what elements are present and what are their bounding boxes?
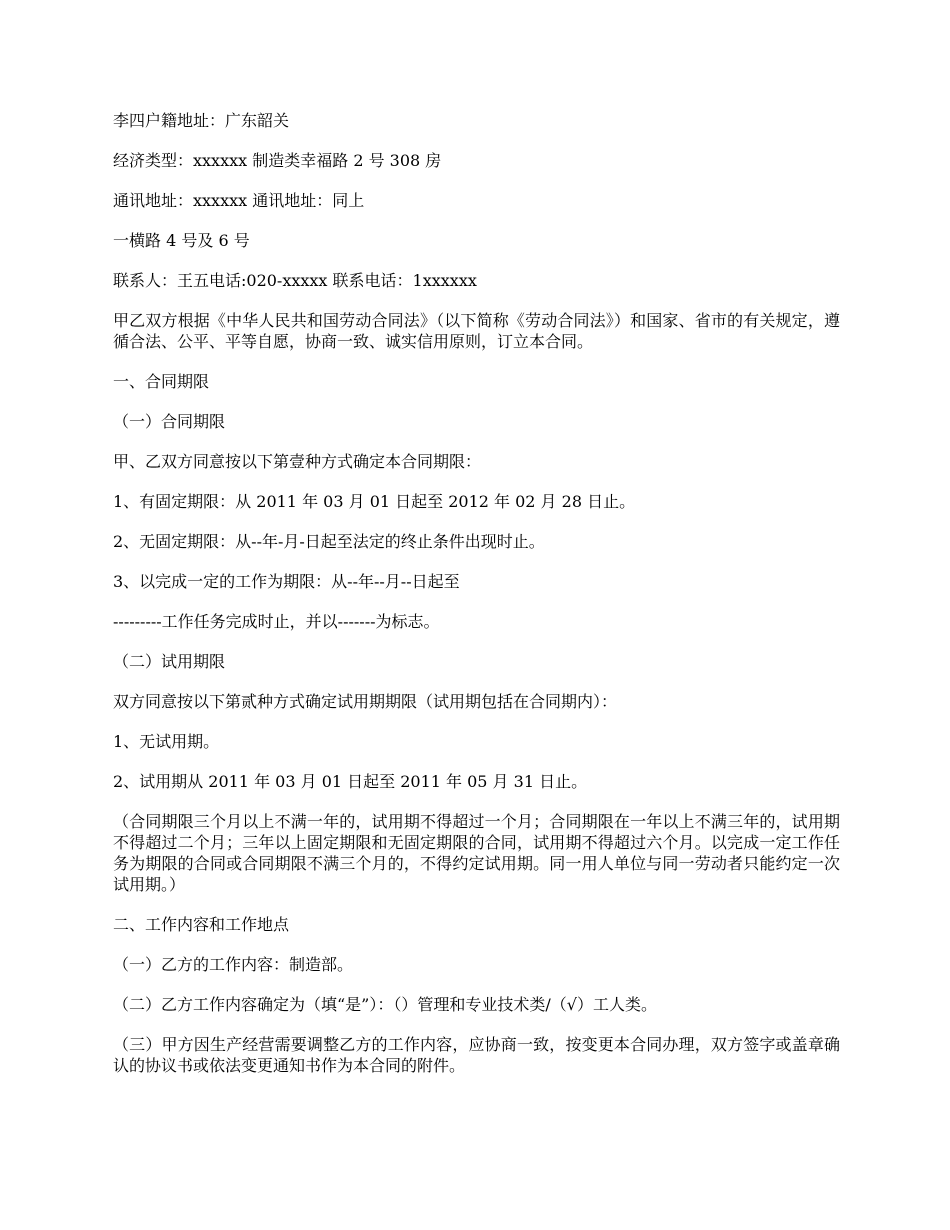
paragraph-term-method: 甲、乙双方同意按以下第壹种方式确定本合同期限：: [113, 452, 482, 471]
paragraph-economic-type: 经济类型：xxxxxx 制造类幸福路 2 号 308 房: [113, 151, 442, 170]
paragraph-mailing-address: 通讯地址：xxxxxx 通讯地址：同上: [113, 191, 365, 210]
list-item-no-probation: 1、无试用期。: [113, 732, 220, 751]
subsection-heading-probation: （二）试用期限: [113, 652, 226, 671]
paragraph-preamble: 甲乙双方根据《中华人民共和国劳动合同法》（以下简称《劳动合同法》）和国家、省市的有关规定，遵循合法、公平、平等自愿，协商一致、诚实信用原则，订立本合同。: [113, 311, 840, 351]
document-body: [113, 110, 840, 1095]
paragraph-probation-rules: （合同期限三个月以上不满一年的，试用期不得超过一个月；合同期限在一年以上不满三年的，试用期不得超过二个月；三年以上固定期限和无固定期限的合同，试用期不得超过六个月。以完成一定工作任务为期限的合同或合同期限不满三个月的，不得约定试用期。同一用人单位与同一劳动者只能约定一次试用期。）: [113, 812, 840, 894]
subsection-heading-contract-term: （一）合同期限: [113, 412, 226, 431]
paragraph-probation-method: 双方同意按以下第贰种方式确定试用期期限（试用期包括在合同期内）：: [113, 692, 618, 711]
list-item-fixed-term: 1、有固定期限：从 2011 年 03 月 01 日起至 2012 年 02 月 28 日止。: [113, 492, 636, 511]
section-heading-contract-term: 一、合同期限: [113, 372, 210, 391]
subsection-work-content: （一）乙方的工作内容：制造部。: [113, 955, 354, 974]
paragraph-task-completion: ---------工作任务完成时止，并以-------为标志。: [113, 612, 440, 631]
paragraph-contact: 联系人：王五电话:020-xxxxx 联系电话：1xxxxxx: [113, 271, 477, 290]
paragraph-residence-address: 李四户籍地址：广东韶关: [113, 111, 290, 130]
list-item-open-term: 2、无固定期限：从--年-月-日起至法定的终止条件出现时止。: [113, 532, 545, 551]
subsection-work-category: （二）乙方工作内容确定为（填“是”）：（）管理和专业技术类/（√）工人类。: [113, 995, 657, 1014]
subsection-work-adjustment: （三）甲方因生产经营需要调整乙方的工作内容，应协商一致，按变更本合同办理，双方签字或盖章确认的协议书或依法变更通知书作为本合同的附件。: [113, 1035, 840, 1075]
section-heading-work-content: 二、工作内容和工作地点: [113, 915, 290, 934]
paragraph-road-number: 一横路 4 号及 6 号: [113, 231, 250, 250]
list-item-probation-period: 2、试用期从 2011 年 03 月 01 日起至 2011 年 05 月 31 日止。: [113, 772, 588, 791]
list-item-task-term: 3、以完成一定的工作为期限：从--年--月--日起至: [113, 572, 460, 591]
